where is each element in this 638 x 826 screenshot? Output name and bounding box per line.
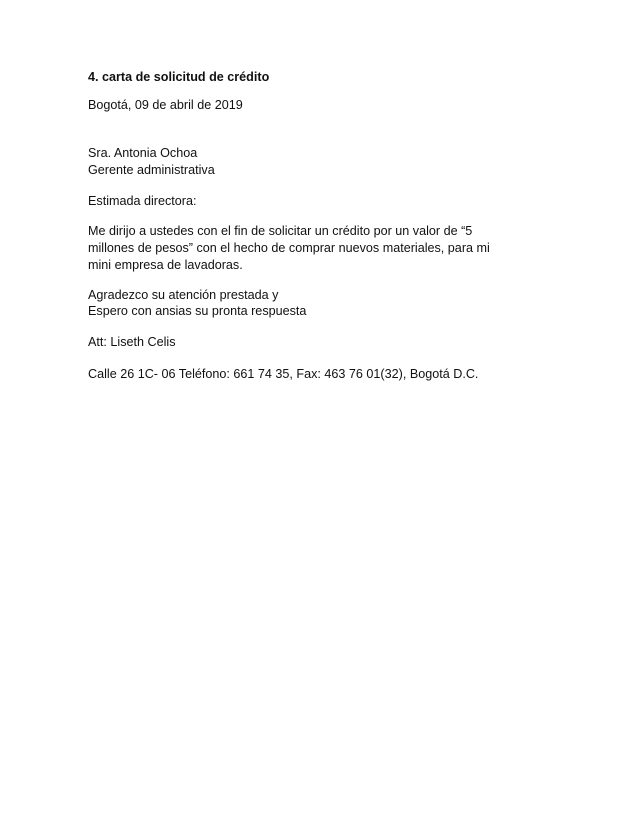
address-line: Calle 26 1C- 06 Teléfono: 661 74 35, Fax: 463 76 01(32), Bogotá D.C.: [88, 367, 479, 381]
body-line: mini empresa de lavadoras.: [88, 258, 243, 272]
closing-line: Agradezco su atención prestada y: [88, 288, 279, 302]
salutation: Estimada directora:: [88, 194, 197, 208]
date-line: Bogotá, 09 de abril de 2019: [88, 98, 243, 112]
signature: Att: Liseth Celis: [88, 335, 176, 349]
recipient-title: Gerente administrativa: [88, 163, 215, 177]
closing-line: Espero con ansias su pronta respuesta: [88, 304, 307, 318]
letter-heading: 4. carta de solicitud de crédito: [88, 70, 270, 84]
body-line: Me dirijo a ustedes con el fin de solicitar un crédito por un valor de “5: [88, 224, 473, 238]
body-line: millones de pesos” con el hecho de comprar nuevos materiales, para mi: [88, 241, 490, 255]
recipient-name: Sra. Antonia Ochoa: [88, 146, 198, 160]
